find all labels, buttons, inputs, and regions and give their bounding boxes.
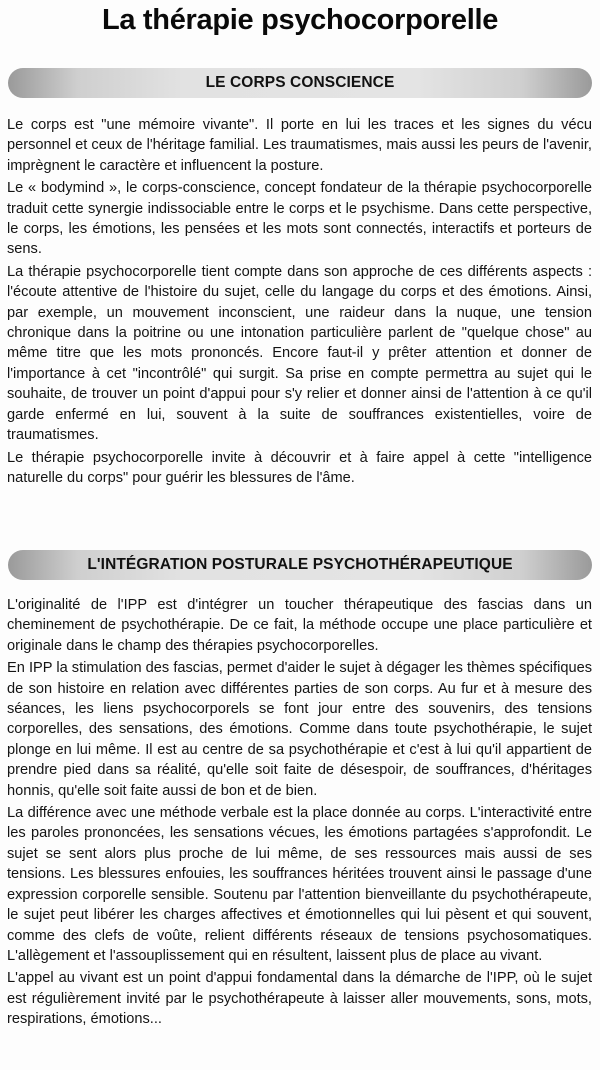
- section-heading-integration-posturale: L'INTÉGRATION POSTURALE PSYCHOTHÉRAPEUTIQUE: [87, 556, 513, 573]
- section-body-integration-posturale: [7, 595, 592, 1032]
- paragraph: La différence avec une méthode verbale est la place donnée au corps. L'interactivité entre les paroles prononcées, les sensations vécues, les émotions partagées s'approfondit. Le sujet se sent alors plus proche de lui même, de ses ressources mais aussi de ses tensions. Les blessures enfouies, les souffrances héritées trouvent ainsi le passage d'une expression corporelle sensible. Soutenu par l'attention bienveillante du psychothérapeute, le sujet peut libérer les charges affectives et émotionnelles qui lui pèsent et qui souvent, comme des clefs de voûte, relient différents réseaux de tensions psychosomatiques. L'allègement et l'assouplissement qui en résultent, laissent plus de place au vivant.: [7, 805, 592, 964]
- section-heading-bar-corps-conscience: [8, 68, 592, 98]
- paragraph: Le thérapie psychocorporelle invite à découvrir et à faire appel à cette "intelligence naturelle du corps" pour guérir les blessures de l'âme.: [7, 449, 592, 486]
- page-title: La thérapie psychocorporelle: [101, 4, 499, 36]
- section-body-corps-conscience: [7, 115, 592, 490]
- paragraph: La thérapie psychocorporelle tient compte dans son approche de ces différents aspects : l'écoute attentive de l'histoire du sujet, celle du langage du corps et des émotions. Ainsi, par exemple, un mouvement inconscient, une raideur dans la nuque, une tension chronique dans la poitrine ou une intonation particulière parlent de "quelque chose" au même titre que les mots prononcés. Encore faut-il y prêter attention et donner de l'importance à cet "incontrôlé" qui surgit. Sa prise en compte permettra au sujet qui le souhaite, de trouver un point d'appui pour s'y relier et donner ainsi de l'attention à ce qu'il garde enfermé en lui, souvent à la suite de souffrances existentielles, voire de traumatismes.: [7, 263, 592, 444]
- section-heading-bar-integration-posturale: [8, 550, 592, 580]
- paragraph: L'originalité de l'IPP est d'intégrer un toucher thérapeutique des fascias dans un cheminement de psychothérapie. De ce fait, la méthode occupe une place particulière et originale dans le champ des thérapies psychocorporelles.: [7, 597, 592, 654]
- section-heading-corps-conscience: LE CORPS CONSCIENCE: [205, 74, 395, 91]
- paragraph: Le « bodymind », le corps-conscience, concept fondateur de la thérapie psychocorporelle traduit cette synergie indissociable entre le corps et le psychisme. Dans cette perspective, le corps, les émotions, les pensées et les mots sont connectés, interactifs et porteurs de sens.: [7, 180, 592, 258]
- paragraph: En IPP la stimulation des fascias, permet d'aider le sujet à dégager les thèmes spécifiques de son histoire en relation avec différentes parties de son corps. Au fur et à mesure des séances, les liens psychocorporels se font jour entre des souvenirs, des tensions corporelles, des sensations, des émotions. Comme dans toute psychothérapie, le sujet plonge en lui même. Il est au centre de sa psychothérapie et c'est à lui qu'il appartient de prendre pied dans sa réalité, qu'elle soit faite de désespoir, de souffrances, d'héritages honnis, qu'elle soit faite aussi de bon et de bien.: [7, 660, 592, 799]
- paragraph: Le corps est "une mémoire vivante". Il porte en lui les traces et les signes du vécu personnel et ceux de l'héritage familial. Les traumatismes, mais aussi les peurs de l'avenir, imprègnent le caractère et influencent la posture.: [7, 117, 592, 174]
- paragraph: L'appel au vivant est un point d'appui fondamental dans la démarche de l'IPP, où le sujet est régulièrement invité par le psychothérapeute à laisser aller mouvements, sons, mots, respirations, émotions...: [7, 970, 592, 1028]
